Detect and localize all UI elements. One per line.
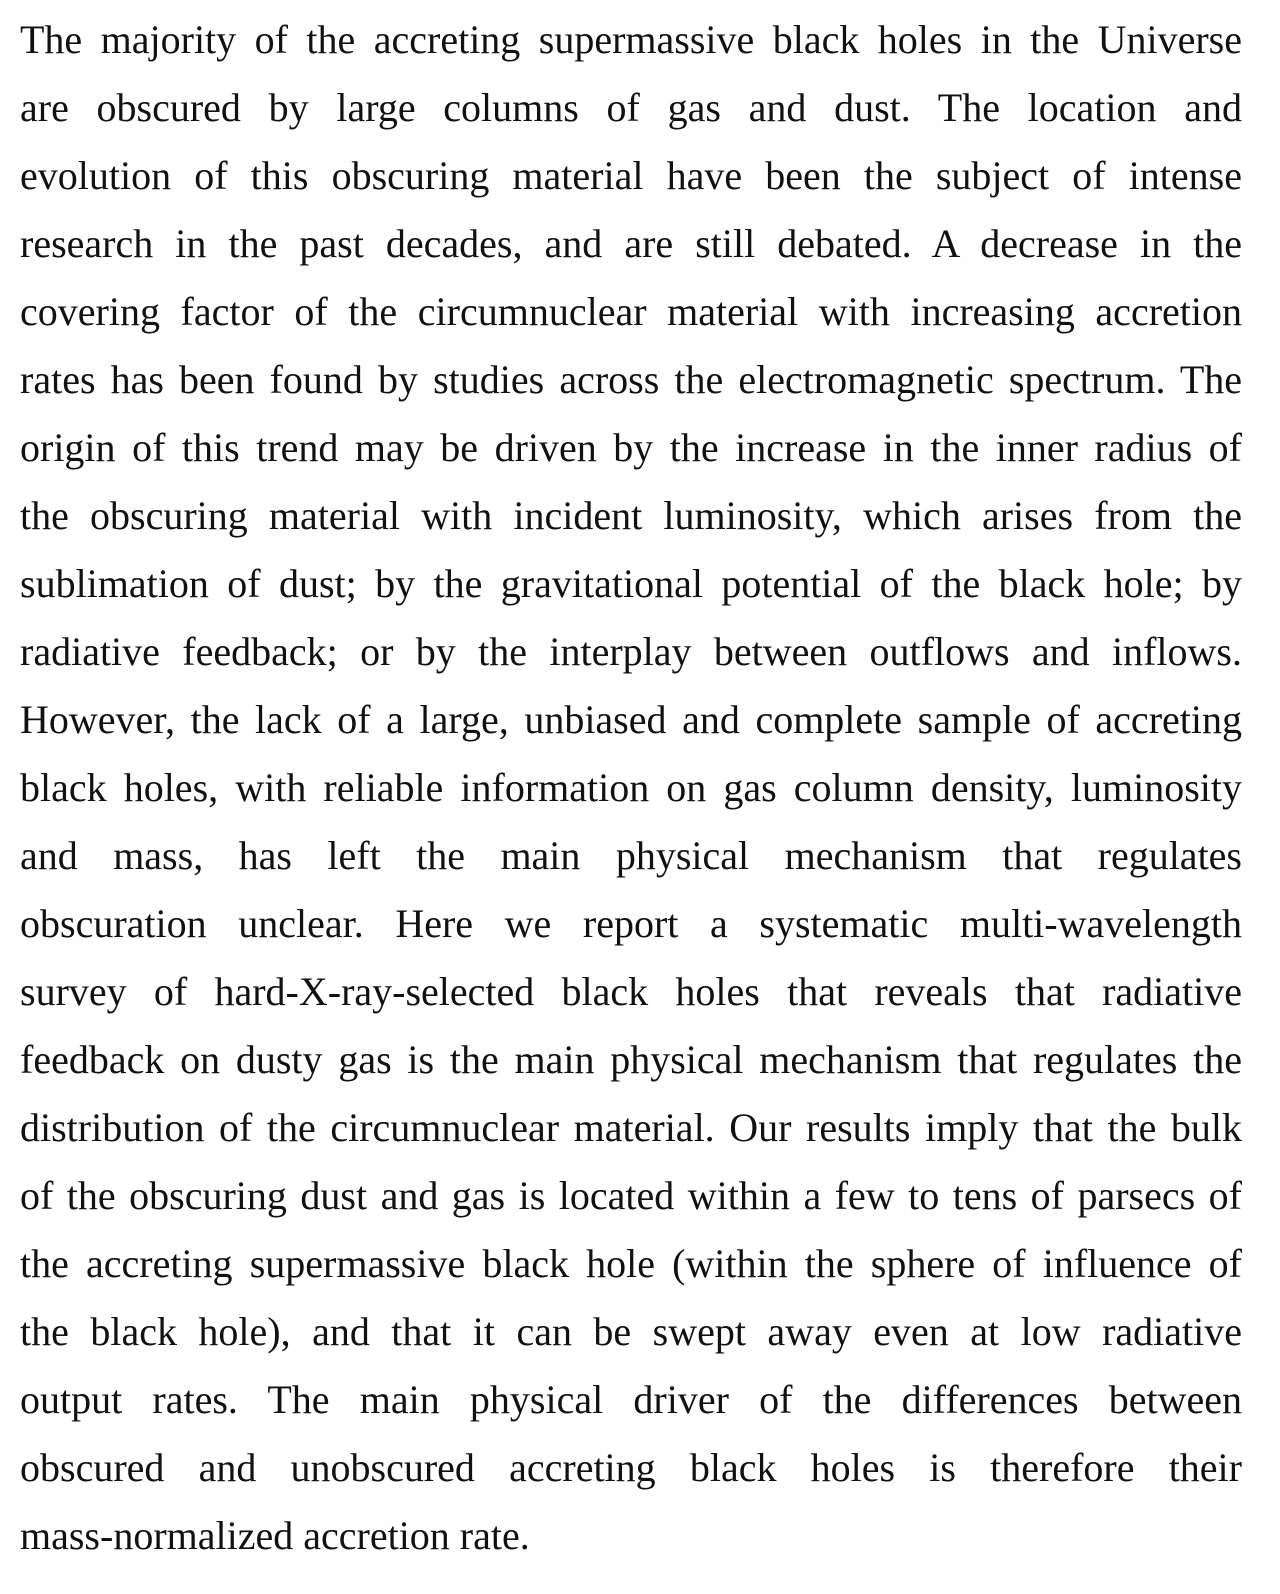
text-line-4: research in the past decades, and are still debated. A decrease in the [20,221,1242,266]
text-line-11: However, the lack of a large, unbiased and complete sample of accreting [20,697,1242,742]
text-line-3: evolution of this obscuring material have been the subject of intense [20,153,1242,198]
text-line-14: obscuration unclear. Here we report a systematic multi-wavelength [20,901,1242,946]
text-line-8: the obscuring material with incident luminosity, which arises from the [20,493,1242,538]
text-line-10: radiative feedback; or by the interplay between outflows and inflows. [20,629,1242,674]
text-line-5: covering factor of the circumnuclear material with increasing accretion [20,289,1242,334]
text-line-19: the accreting supermassive black hole (within the sphere of influence of [20,1241,1242,1286]
text-line-17: distribution of the circumnuclear material. Our results imply that the bulk [20,1105,1242,1150]
text-line-12: black holes, with reliable information on gas column density, luminosity [20,765,1242,810]
text-line-13: and mass, has left the main physical mechanism that regulates [20,833,1242,878]
text-line-21: output rates. The main physical driver of the differences between [20,1377,1242,1422]
text-line-1: The majority of the accreting supermassive black holes in the Universe [20,17,1242,62]
text-line-22: obscured and unobscured accreting black holes is therefore their [20,1445,1242,1490]
text-line-16: feedback on dusty gas is the main physical mechanism that regulates the [20,1037,1242,1082]
text-line-20: the black hole), and that it can be swept away even at low radiative [20,1309,1242,1354]
text-line-6: rates has been found by studies across the electromagnetic spectrum. The [20,357,1242,402]
text-line-7: origin of this trend may be driven by the increase in the inner radius of [20,425,1242,470]
text-line-18: of the obscuring dust and gas is located within a few to tens of parsecs of [20,1173,1242,1218]
text-line-2: are obscured by large columns of gas and dust. The location and [20,85,1242,130]
text-line-23: mass-normalized accretion rate. [20,1513,530,1558]
abstract-paragraph [20,6,1242,1570]
text-line-9: sublimation of dust; by the gravitational potential of the black hole; by [20,561,1242,606]
text-line-15: survey of hard-X-ray-selected black holes that reveals that radiative [20,969,1242,1014]
